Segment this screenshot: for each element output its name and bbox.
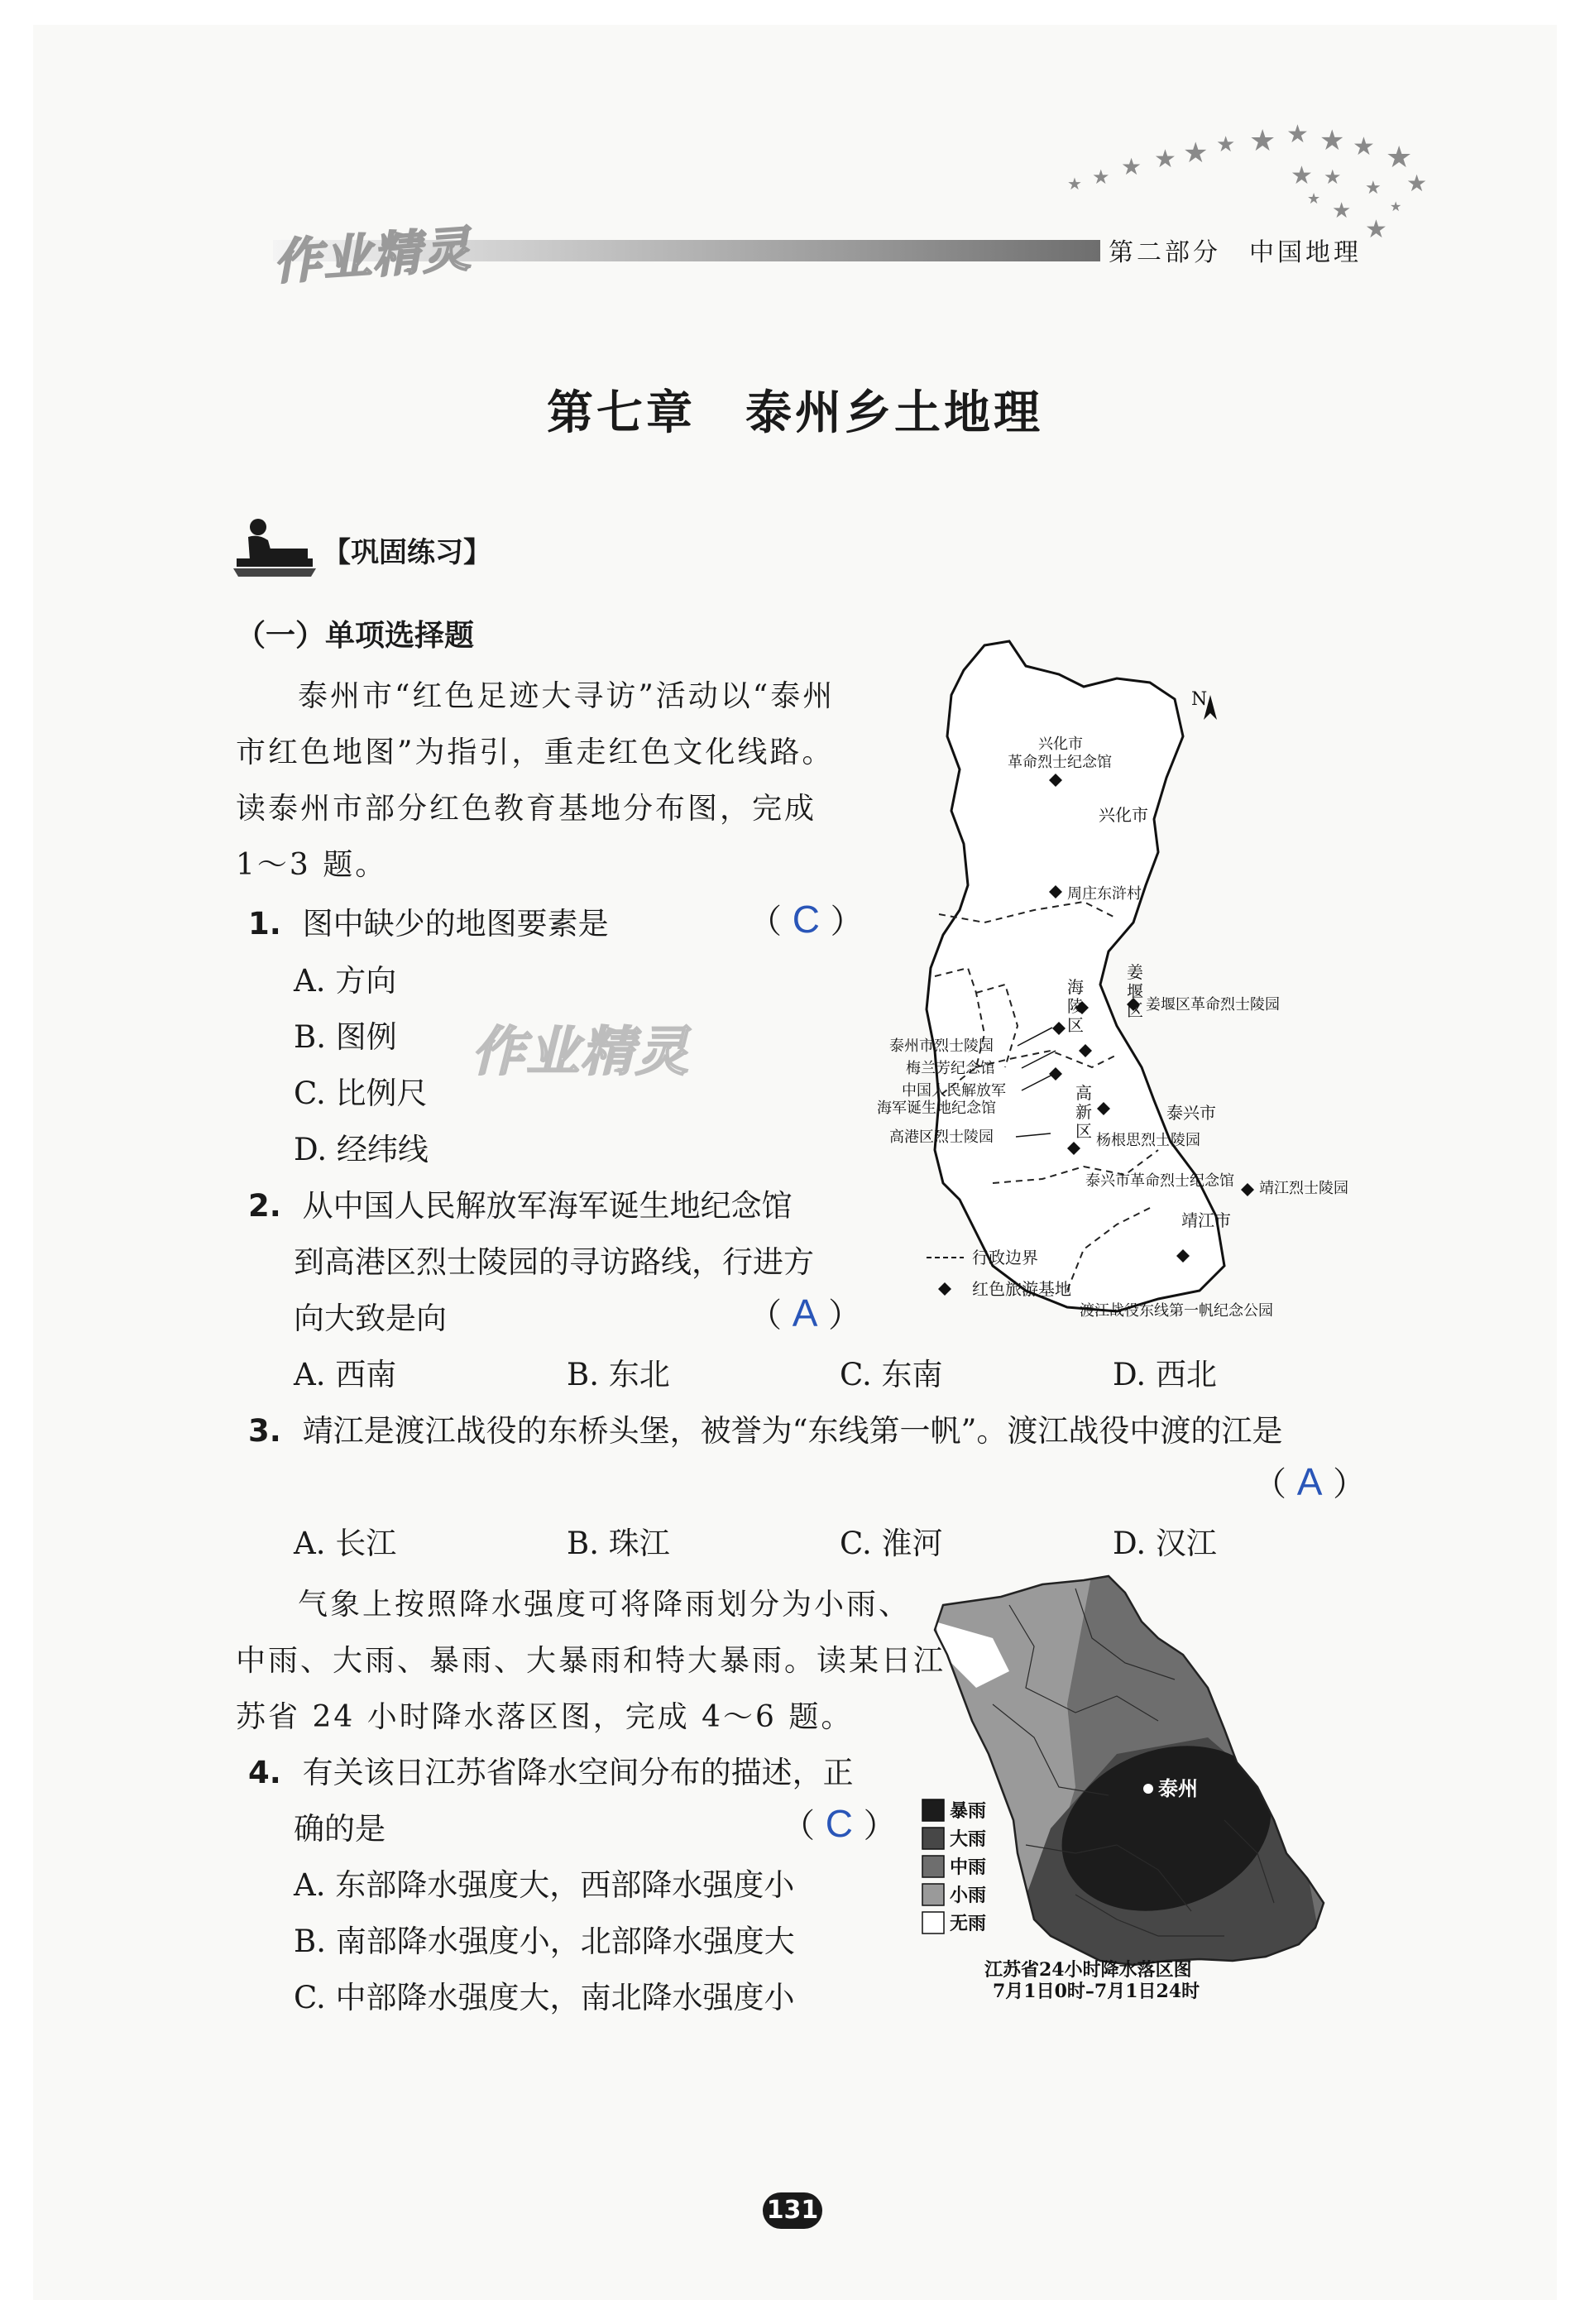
place-label: 泰州市烈士陵园	[889, 1037, 994, 1055]
option: A. 西南	[294, 1357, 397, 1392]
question-text: 到高港区烈士陵园的寻访路线，行进方	[294, 1244, 814, 1280]
star-icon: ★	[1286, 120, 1309, 149]
place-label: 靖江烈士陵园	[1259, 1180, 1348, 1197]
question-number: 2.	[248, 1188, 281, 1224]
place-label: 高港区烈士陵园	[889, 1128, 994, 1146]
option: D. 经纬线	[294, 1132, 429, 1167]
legend-swatch	[922, 1828, 944, 1849]
star-icon: ★	[1365, 215, 1387, 244]
intro2-line: 苏省 24 小时降水落区图，完成 4～6 题。	[236, 1700, 854, 1734]
place-label: 泰兴市	[1166, 1103, 1216, 1123]
jiangsu-rain-map	[910, 1572, 1373, 2035]
question-text: 靖江是渡江战役的东桥头堡，被誉为“东线第一帆”。渡江战役中渡的江是	[302, 1413, 1283, 1449]
answer-mark: C	[825, 1802, 853, 1845]
option: A. 方向	[294, 963, 397, 999]
question-4	[248, 1747, 854, 1792]
option: C. 淮河	[840, 1526, 943, 1561]
intro2-line: 中雨、大雨、暴雨、大暴雨和特大暴雨。读某日江	[236, 1644, 946, 1678]
place-label: 渡江战役东线第一帆纪念公园	[1080, 1302, 1273, 1320]
rain-legend	[922, 1799, 986, 1934]
north-label: N	[1191, 689, 1208, 710]
star-icon: ★	[1319, 124, 1345, 157]
place-label: 新	[1075, 1102, 1092, 1122]
page-number: 131	[763, 2192, 822, 2229]
legend-label: 无雨	[950, 1913, 987, 1934]
reader-icon	[233, 517, 316, 583]
place-label: 姜	[1127, 962, 1143, 982]
place-label: 泰兴市革命烈士纪念馆	[1085, 1172, 1234, 1190]
legend-swatch	[922, 1884, 944, 1905]
answer-paren: （ C ）	[749, 898, 864, 941]
legend-swatch	[922, 1799, 944, 1821]
city-label: 泰州	[1158, 1777, 1198, 1800]
place-label: 周庄东浒村	[1067, 885, 1142, 903]
place-label: 海军诞生地纪念馆	[877, 1100, 996, 1117]
star-icon: ★	[1092, 165, 1110, 189]
chapter-title: 第七章 泰州乡土地理	[547, 386, 1043, 440]
header-logo: 作业精灵	[271, 220, 474, 291]
option: B. 珠江	[567, 1526, 670, 1561]
place-label: 堰	[1127, 981, 1143, 1001]
legend-base-symbol	[938, 1282, 951, 1296]
legend-label: 红色旅游基地	[972, 1279, 1071, 1299]
question-2	[248, 1181, 793, 1225]
star-icon: ★	[1307, 190, 1321, 208]
star-icon: ★	[1183, 137, 1209, 170]
star-icon: ★	[1121, 153, 1142, 180]
option: C. 比例尺	[294, 1076, 428, 1111]
option: B. 图例	[294, 1019, 397, 1055]
place-label: 高	[1075, 1083, 1092, 1103]
star-icon: ★	[1353, 132, 1375, 161]
option: C. 东南	[840, 1357, 943, 1392]
star-icon: ★	[1324, 165, 1342, 189]
place-label: 兴化市	[1038, 736, 1083, 753]
place-label: 海	[1067, 977, 1084, 997]
question-number: 4.	[248, 1755, 281, 1790]
legend-label: 行政边界	[972, 1248, 1038, 1267]
place-label: 梅兰芳纪念馆	[906, 1060, 995, 1077]
star-icon: ★	[1365, 178, 1382, 199]
intro1-line: 1～3 题。	[236, 848, 388, 882]
option: A. 东部降水强度大，西部降水强度小	[294, 1867, 795, 1903]
place-label: 革命烈士纪念馆	[1008, 754, 1112, 771]
place-label: 靖江市	[1181, 1210, 1231, 1230]
place-label: 陵	[1067, 996, 1084, 1016]
map-caption: 7月1日0时–7月1日24时	[993, 1981, 1200, 2002]
question-text: 有关该日江苏省降水空间分布的描述，正	[302, 1755, 854, 1790]
watermark: 作业精灵	[472, 1021, 690, 1083]
question-number: 1.	[248, 906, 281, 942]
star-icon: ★	[1067, 174, 1082, 194]
star-icon: ★	[1390, 199, 1402, 214]
star-icon: ★	[1332, 199, 1352, 223]
intro1-line: 读泰州市部分红色教育基地分布图，完成	[236, 792, 817, 826]
question-text: 向大致是向	[294, 1301, 447, 1336]
place-label: 兴化市	[1099, 805, 1148, 825]
question-1	[248, 898, 609, 943]
legend-label: 暴雨	[950, 1800, 987, 1822]
star-icon: ★	[1406, 170, 1428, 197]
place-label: 区	[1067, 1015, 1084, 1035]
star-icon: ★	[1291, 161, 1313, 190]
star-icon: ★	[1216, 132, 1236, 157]
legend-label: 中雨	[950, 1857, 987, 1878]
answer-paren: （ A ）	[749, 1291, 862, 1335]
place-label: 姜堰区革命烈士陵园	[1146, 996, 1280, 1013]
question-text: 确的是	[294, 1811, 386, 1847]
star-icon: ★	[1154, 145, 1176, 174]
answer-mark: A	[1296, 1460, 1323, 1503]
answer-mark: C	[792, 898, 820, 941]
star-icon: ★	[1386, 141, 1413, 175]
place-label: 区	[1075, 1121, 1092, 1141]
legend-swatch	[922, 1856, 944, 1877]
option: B. 东北	[567, 1357, 670, 1392]
question-3	[248, 1406, 1282, 1450]
place-label: 区	[1127, 1000, 1143, 1020]
header-section: 第二部分 中国地理	[1109, 238, 1362, 267]
sub-heading: （一）单项选择题	[236, 619, 475, 653]
option: B. 南部降水强度小，北部降水强度大	[294, 1924, 795, 1959]
question-number: 3.	[248, 1413, 281, 1449]
question-text: 从中国人民解放军海军诞生地纪念馆	[302, 1188, 793, 1224]
intro1-line: 泰州市“红色足迹大寻访”活动以“泰州	[298, 679, 836, 713]
taizhou-red-map	[869, 637, 1365, 1332]
intro1-line: 市红色地图”为指引，重走红色文化线路。	[236, 736, 835, 769]
option: D. 汉江	[1113, 1526, 1217, 1561]
question-text: 图中缺少的地图要素是	[302, 906, 609, 942]
city-dot	[1143, 1784, 1153, 1794]
map-caption: 江苏省24小时降水落区图	[984, 1959, 1192, 1981]
option: C. 中部降水强度大，南北降水强度小	[294, 1980, 795, 2015]
answer-paren: （ C ）	[782, 1802, 897, 1845]
star-icon: ★	[1249, 124, 1276, 158]
answer-paren: （ A ）	[1253, 1460, 1367, 1503]
legend-swatch	[922, 1912, 944, 1933]
option: A. 长江	[294, 1526, 397, 1561]
answer-mark: A	[792, 1291, 818, 1335]
option: D. 西北	[1113, 1357, 1217, 1392]
section-label: 【巩固练习】	[323, 536, 491, 569]
legend-label: 小雨	[950, 1885, 987, 1906]
place-label: 中国人民解放军	[902, 1082, 1006, 1100]
legend-label: 大雨	[950, 1828, 987, 1850]
place-label: 杨根思烈士陵园	[1096, 1132, 1200, 1149]
intro2-line: 气象上按照降水强度可将降雨划分为小雨、	[298, 1588, 912, 1622]
